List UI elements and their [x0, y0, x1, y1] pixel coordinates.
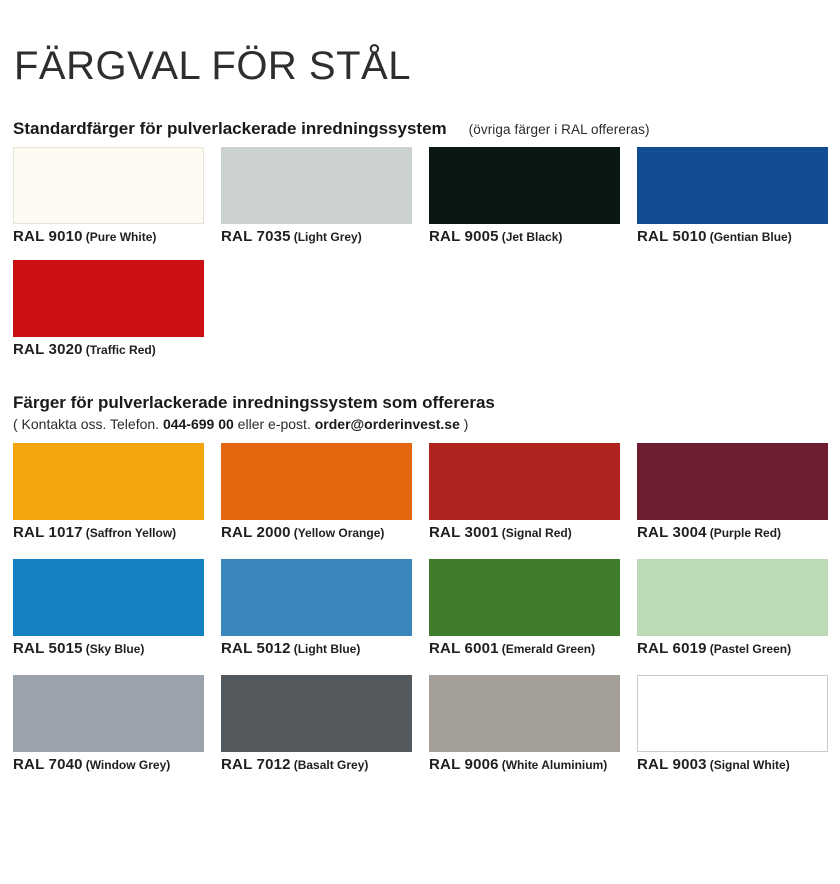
- swatch-label: [429, 524, 620, 542]
- color-swatch-ral-5010: [637, 147, 828, 224]
- swatch-label: [221, 228, 412, 246]
- ral-code: RAL 3020: [13, 341, 83, 358]
- contact-email: order@orderinvest.se: [314, 416, 460, 432]
- swatch-cell-ral-9006: [429, 675, 620, 774]
- color-name: (Traffic Red): [85, 343, 156, 357]
- swatch-label: [13, 640, 204, 658]
- swatch-cell-ral-6019: [637, 559, 828, 658]
- swatch-cell-ral-5012: [221, 559, 412, 658]
- color-name: (Jet Black): [501, 230, 563, 244]
- ral-code: RAL 9003: [637, 756, 707, 773]
- swatch-cell-ral-7035: [221, 147, 412, 246]
- ral-code: RAL 3004: [637, 524, 707, 541]
- color-swatch-ral-7012: [221, 675, 412, 752]
- contact-phone: 044-699 00: [162, 416, 234, 432]
- ral-code: RAL 5010: [637, 228, 707, 245]
- color-name: (Emerald Green): [501, 642, 596, 656]
- swatch-cell-ral-3001: [429, 443, 620, 542]
- swatch-label: [429, 228, 620, 246]
- swatch-cell-ral-3004: [637, 443, 828, 542]
- swatch-label: [221, 524, 412, 542]
- standard-swatch-grid: [13, 147, 828, 359]
- swatch-cell-ral-9005: [429, 147, 620, 246]
- color-swatch-ral-6001: [429, 559, 620, 636]
- color-name: (Purple Red): [709, 526, 782, 540]
- color-name: (Signal Red): [501, 526, 572, 540]
- swatch-cell-ral-5015: [13, 559, 204, 658]
- swatch-label: [637, 228, 828, 246]
- swatch-label: [13, 524, 204, 542]
- swatch-cell-ral-6001: [429, 559, 620, 658]
- swatch-cell-ral-9003: [637, 675, 828, 774]
- ral-code: RAL 7040: [13, 756, 83, 773]
- swatch-cell-ral-3020: [13, 260, 204, 359]
- section-standard-heading: [13, 119, 828, 140]
- swatch-label: [637, 640, 828, 658]
- swatch-cell-ral-7012: [221, 675, 412, 774]
- contact-note-prefix: ( Kontakta oss. Telefon.: [13, 416, 163, 432]
- page-title: FÄRGVAL FÖR STÅL: [14, 44, 411, 88]
- swatch-cell-ral-5010: [637, 147, 828, 246]
- color-swatch-ral-9005: [429, 147, 620, 224]
- section-offered-heading-text: Färger för pulverlackerade inredningssystem som offereras: [13, 393, 495, 412]
- ral-code: RAL 5015: [13, 640, 83, 657]
- color-swatch-ral-2000: [221, 443, 412, 520]
- swatch-label: [13, 341, 204, 359]
- ral-code: RAL 2000: [221, 524, 291, 541]
- section-standard-heading-text: Standardfärger för pulverlackerade inredningssystem: [13, 119, 447, 138]
- color-swatch-ral-6019: [637, 559, 828, 636]
- color-swatch-ral-3004: [637, 443, 828, 520]
- color-name: (Pure White): [85, 230, 157, 244]
- offered-swatch-grid: [13, 443, 828, 774]
- color-swatch-ral-5015: [13, 559, 204, 636]
- swatch-cell-ral-1017: [13, 443, 204, 542]
- color-swatch-ral-9003: [637, 675, 828, 752]
- color-swatch-ral-1017: [13, 443, 204, 520]
- color-name: (Pastel Green): [709, 642, 792, 656]
- color-name: (Sky Blue): [85, 642, 145, 656]
- color-chart-page: [0, 44, 840, 774]
- color-swatch-ral-9006: [429, 675, 620, 752]
- swatch-cell-ral-2000: [221, 443, 412, 542]
- ral-code: RAL 7035: [221, 228, 291, 245]
- swatch-cell-ral-9010: [13, 147, 204, 246]
- color-name: (Basalt Grey): [293, 758, 369, 772]
- color-swatch-ral-3001: [429, 443, 620, 520]
- color-name: (Gentian Blue): [709, 230, 792, 244]
- swatch-label: [221, 640, 412, 658]
- color-swatch-ral-7040: [13, 675, 204, 752]
- color-swatch-ral-5012: [221, 559, 412, 636]
- ral-code: RAL 9006: [429, 756, 499, 773]
- contact-note: [13, 416, 828, 433]
- ral-code: RAL 7012: [221, 756, 291, 773]
- ral-code: RAL 3001: [429, 524, 499, 541]
- swatch-label: [429, 756, 620, 774]
- ral-code: RAL 9005: [429, 228, 499, 245]
- color-name: (Window Grey): [85, 758, 171, 772]
- swatch-label: [13, 756, 204, 774]
- color-name: (Yellow Orange): [293, 526, 385, 540]
- swatch-label: [13, 228, 204, 246]
- ral-code: RAL 1017: [13, 524, 83, 541]
- ral-code: RAL 9010: [13, 228, 83, 245]
- swatch-cell-ral-7040: [13, 675, 204, 774]
- color-swatch-ral-7035: [221, 147, 412, 224]
- color-name: (White Aluminium): [501, 758, 608, 772]
- ral-code: RAL 5012: [221, 640, 291, 657]
- swatch-label: [637, 524, 828, 542]
- ral-code: RAL 6019: [637, 640, 707, 657]
- swatch-label: [221, 756, 412, 774]
- color-name: (Light Grey): [293, 230, 362, 244]
- color-name: (Saffron Yellow): [85, 526, 177, 540]
- contact-note-middle: eller e-post.: [233, 416, 315, 432]
- ral-code: RAL 6001: [429, 640, 499, 657]
- contact-note-suffix: ): [459, 416, 469, 432]
- color-swatch-ral-3020: [13, 260, 204, 337]
- section-standard-note: (övriga färger i RAL offereras): [468, 122, 650, 137]
- color-swatch-ral-9010: [13, 147, 204, 224]
- swatch-label: [637, 756, 828, 774]
- color-name: (Light Blue): [293, 642, 361, 656]
- color-name: (Signal White): [709, 758, 790, 772]
- section-offered-heading: [13, 393, 828, 413]
- swatch-label: [429, 640, 620, 658]
